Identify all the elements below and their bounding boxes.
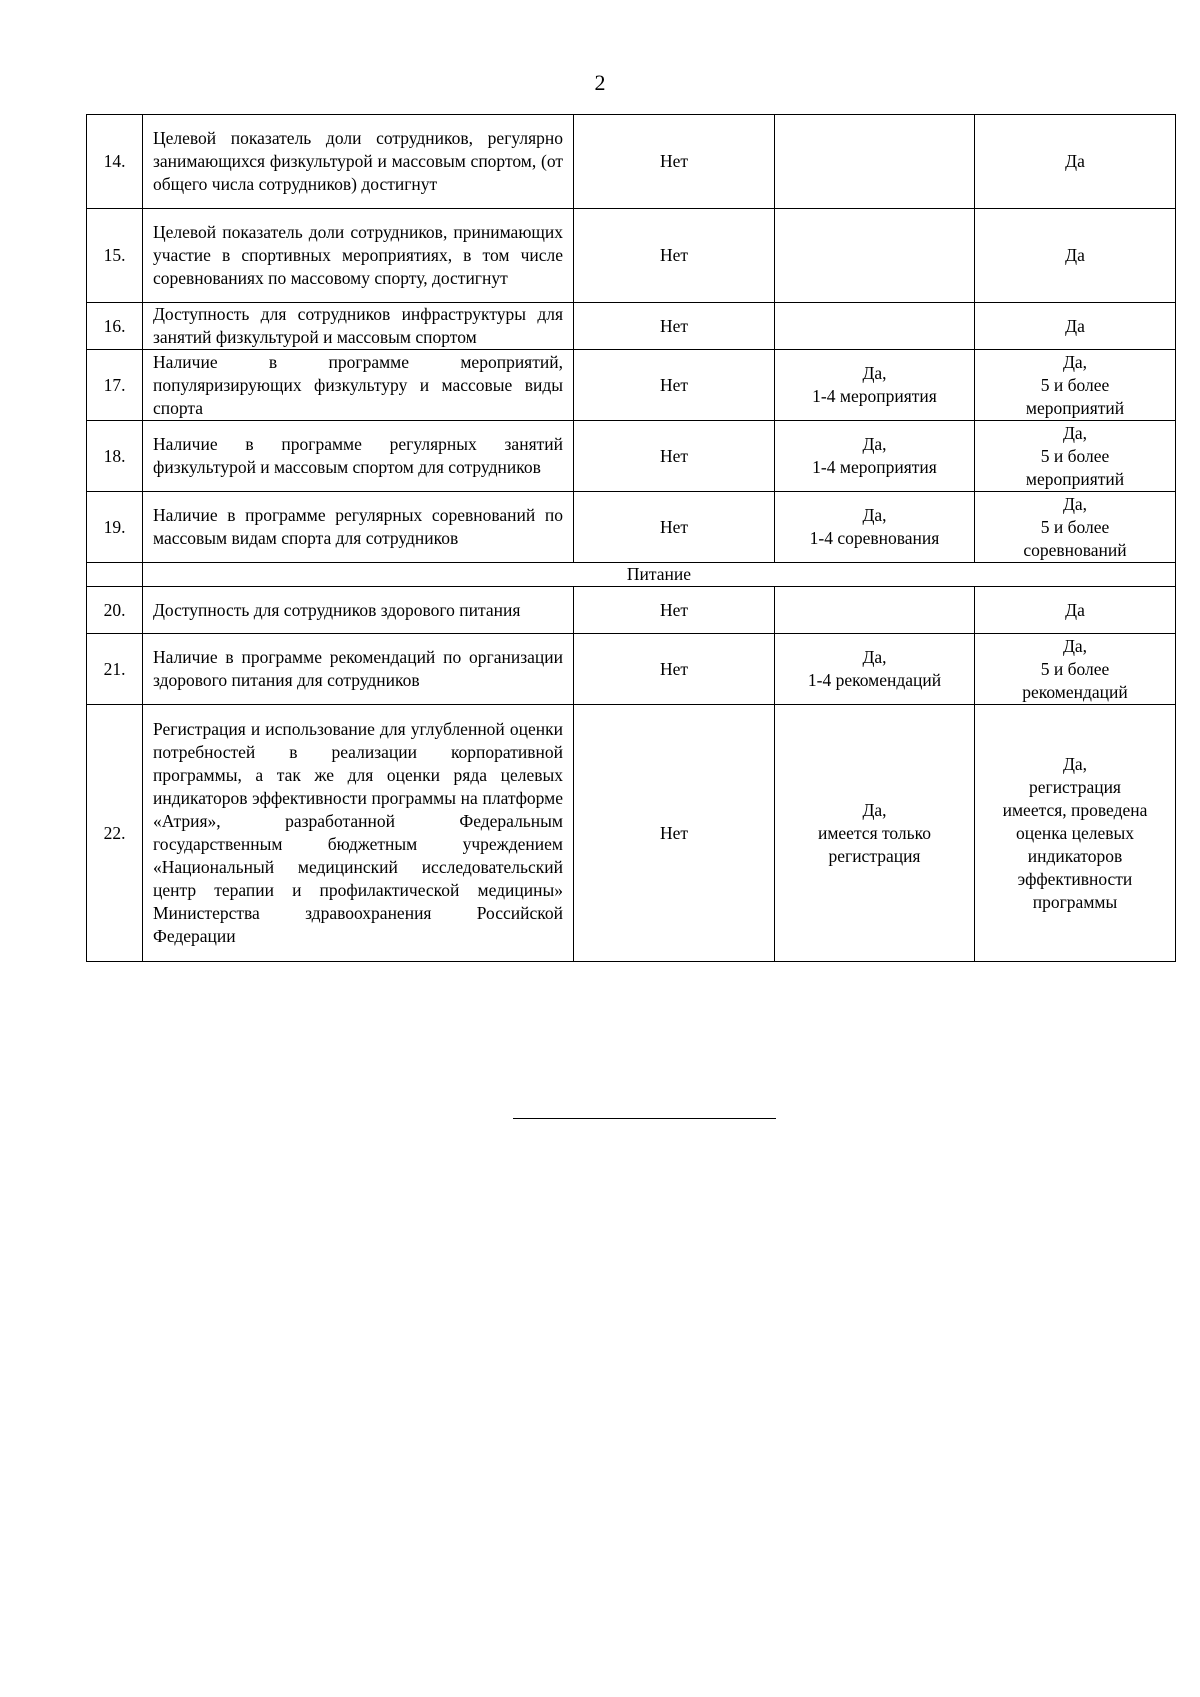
score-0-cell: Нет (574, 421, 775, 492)
table-row (87, 209, 1176, 303)
value-line: 5 и более (1040, 516, 1110, 537)
score-1-cell (775, 209, 975, 303)
score-2-cell (975, 303, 1176, 350)
score-1-cell (775, 634, 975, 705)
score-0-cell: Нет (574, 350, 775, 421)
score-1-cell (775, 492, 975, 563)
section-row (87, 563, 1176, 587)
value-line: Да (1065, 151, 1085, 171)
table-row (87, 350, 1176, 421)
value-line: 5 и более (1040, 374, 1110, 395)
criteria-table-body (87, 115, 1176, 962)
criterion-text: Наличие в программе рекомендаций по организации здорового питания для сотрудников (143, 634, 574, 705)
score-2-cell (975, 350, 1176, 421)
end-of-document-line (513, 1118, 776, 1119)
value-line: имеется только (817, 822, 932, 843)
criterion-text: Доступность для сотрудников инфраструктуры для занятий физкультурой и массовым спортом (143, 303, 574, 350)
section-empty-cell (87, 563, 143, 587)
value-line: Да, (1062, 351, 1088, 372)
score-1-cell (775, 115, 975, 209)
value-line: 5 и более (1040, 658, 1110, 679)
value-line: Да, (862, 363, 887, 383)
score-0-cell: Нет (574, 634, 775, 705)
criterion-text: Наличие в программе мероприятий, популяризирующих физкультуру и массовые виды спорта (143, 350, 574, 421)
row-number: 14. (87, 115, 143, 209)
row-number: 19. (87, 492, 143, 563)
criterion-text: Наличие в программе регулярных занятий физкультурой и массовым спортом для сотрудников (143, 421, 574, 492)
table-row (87, 421, 1176, 492)
criteria-table (86, 114, 1176, 962)
row-number: 20. (87, 587, 143, 634)
value-line: индикаторов (1027, 845, 1123, 866)
value-line: Да (1065, 315, 1085, 336)
row-number: 16. (87, 303, 143, 350)
table-row (87, 634, 1176, 705)
value-line: Да, (862, 434, 887, 454)
score-0-cell: Нет (574, 705, 775, 962)
value-line: Да, (1062, 635, 1088, 656)
value-line: Да, (862, 647, 887, 667)
table-row (87, 492, 1176, 563)
value-line: эффективности (1017, 868, 1133, 889)
value-line: 1-4 мероприятия (812, 386, 937, 406)
page-number: 2 (594, 70, 606, 95)
criterion-text: Доступность для сотрудников здорового питания (143, 587, 574, 634)
value-line: Да, (1062, 422, 1088, 443)
value-line: 5 и более (1040, 445, 1110, 466)
table-row (87, 587, 1176, 634)
criterion-text: Целевой показатель доли сотрудников, принимающих участие в спортивных мероприятиях, в том числе соревнованиях по массовому спорту, достигнут (143, 209, 574, 303)
row-number: 22. (87, 705, 143, 962)
score-2-cell (975, 587, 1176, 634)
score-1-cell (775, 350, 975, 421)
value-line: регистрация (1029, 776, 1121, 797)
value-line: 1-4 рекомендаций (807, 670, 942, 690)
value-line: 1-4 мероприятия (812, 457, 937, 477)
value-line: Да (1065, 599, 1085, 620)
score-2-cell (975, 492, 1176, 563)
value-line: мероприятий (1025, 468, 1125, 489)
row-number: 18. (87, 421, 143, 492)
row-number: 21. (87, 634, 143, 705)
value-line: программы (1032, 891, 1118, 912)
value-line: соревнований (1023, 539, 1127, 560)
value-line: Да, (862, 505, 887, 525)
value-line: Да, (862, 799, 887, 820)
value-line: рекомендаций (1022, 681, 1128, 702)
value-line: Да, (1062, 493, 1088, 514)
score-0-cell: Нет (574, 115, 775, 209)
value-line: Да (1065, 245, 1085, 265)
score-1-cell (775, 303, 975, 350)
score-1-cell (775, 587, 975, 634)
score-2-cell (975, 209, 1176, 303)
criterion-text: Целевой показатель доли сотрудников, регулярно занимающихся физкультурой и массовым спортом, (от общего числа сотрудников) достигнут (143, 115, 574, 209)
criterion-text: Регистрация и использование для углубленной оценки потребностей в реализации корпоративной программы, а так же для оценки ряда целевых индикаторов эффективности программы на платформе «Атрия», разработанной Федеральным государственным бюджетным учреждением «Национальный медицинский исследовательский центр терапии и профилактической медицины» Министерства здравоохранения Российской Федерации (143, 705, 574, 962)
score-2-cell (975, 705, 1176, 962)
value-line: мероприятий (1025, 397, 1125, 418)
value-line: 1-4 соревнования (809, 528, 940, 548)
value-line: регистрация (828, 845, 921, 866)
table-row (87, 303, 1176, 350)
row-number: 17. (87, 350, 143, 421)
value-line: имеется, проведена (1002, 799, 1148, 820)
table-row (87, 705, 1176, 962)
score-2-cell (975, 115, 1176, 209)
score-2-cell (975, 634, 1176, 705)
value-line: оценка целевых (1015, 822, 1135, 843)
score-0-cell: Нет (574, 587, 775, 634)
score-1-cell (775, 705, 975, 962)
score-1-cell (775, 421, 975, 492)
score-0-cell: Нет (574, 492, 775, 563)
table-row (87, 115, 1176, 209)
score-0-cell: Нет (574, 303, 775, 350)
value-line: Да, (1062, 753, 1088, 774)
score-0-cell: Нет (574, 209, 775, 303)
section-title: Питание (143, 563, 1176, 587)
score-2-cell (975, 421, 1176, 492)
criterion-text: Наличие в программе регулярных соревнований по массовым видам спорта для сотрудников (143, 492, 574, 563)
row-number: 15. (87, 209, 143, 303)
